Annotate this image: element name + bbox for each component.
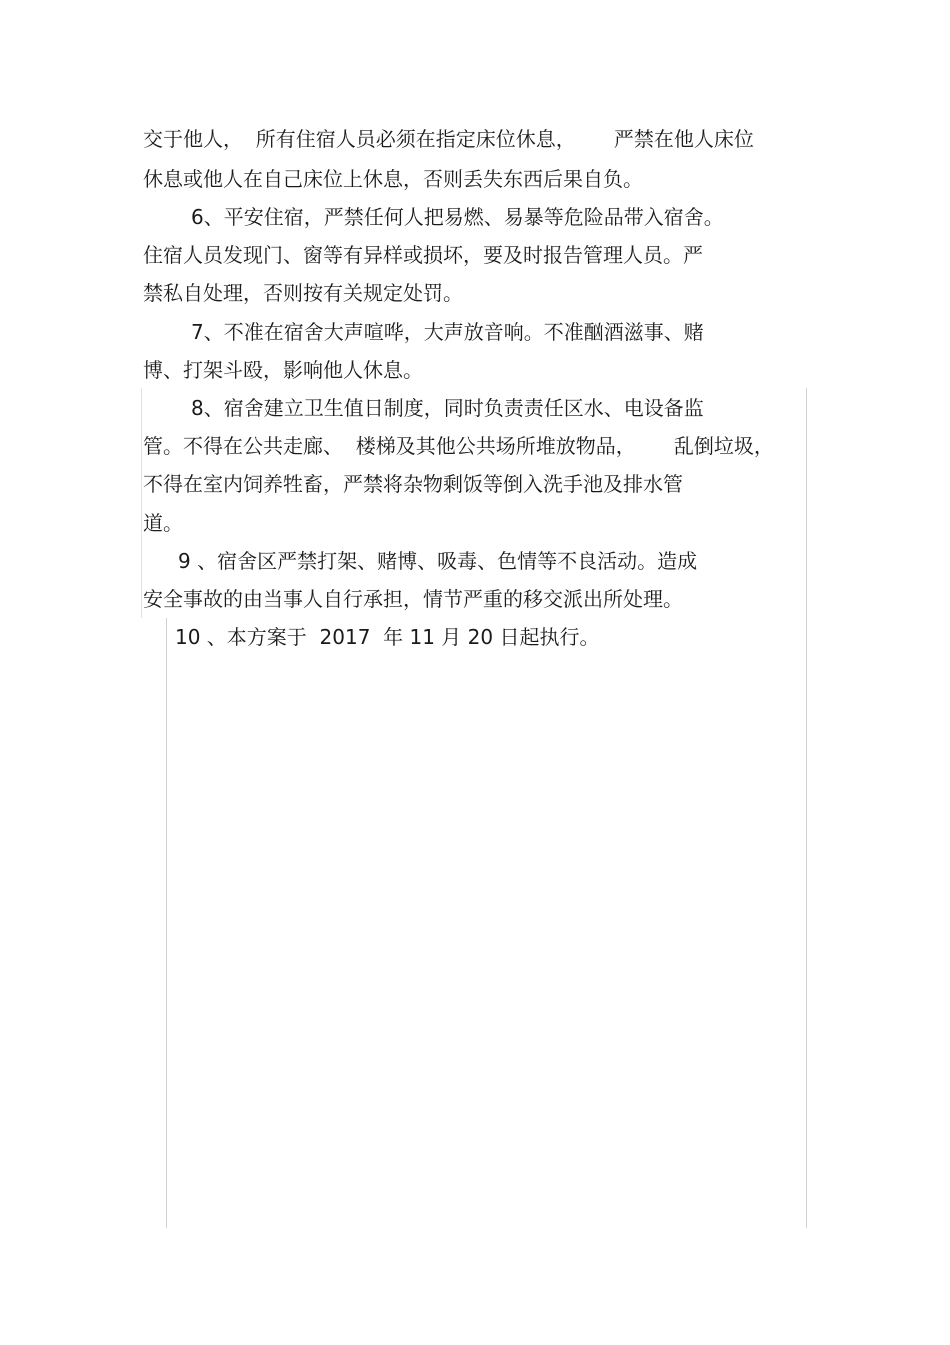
text-line-13: 安全事故的由当事人自行承担，情节严重的移交派出所处理。 [143,587,683,611]
text-line-3: 6、平安住宿，严禁任何人把易燃、易暴等危险品带入宿舍。 [191,205,724,229]
text-line-9: 管。不得在公共走廊、 楼梯及其他公共场所堆放物品， 乱倒垃圾， [143,434,774,458]
page-border-left [166,618,167,1228]
text-line-7: 博、打架斗殴，影响他人休息。 [143,358,423,382]
text-line-5: 禁私自处理，否则按有关规定处罚。 [143,281,463,305]
text-line-10: 不得在室内饲养牲畜，严禁将杂物剩饭等倒入洗手池及排水管 [143,472,683,496]
text-line-11: 道。 [143,511,183,535]
text-line-6: 7、不准在宿舍大声喧哗，大声放音响。不准酗酒滋事、赌 [191,320,704,344]
text-line-8: 8、宿舍建立卫生值日制度，同时负责责任区水、电设备监 [191,396,704,420]
page-border-segment [141,388,142,618]
text-line-4: 住宿人员发现门、窗等有异样或损坏，要及时报告管理人员。严 [143,243,703,267]
text-line-2: 休息或他人在自己床位上休息，否则丢失东西后果自负。 [143,167,643,191]
text-line-14: 10 、本方案于 2017 年 11 月 20 日起执行。 [175,625,600,649]
text-line-1: 交于他人， 所有住宿人员必须在指定床位休息， 严禁在他人床位 [143,127,754,151]
text-line-12: 9 、宿舍区严禁打架、赌博、吸毒、色情等不良活动。造成 [178,549,698,573]
page-border-right [806,388,807,1228]
